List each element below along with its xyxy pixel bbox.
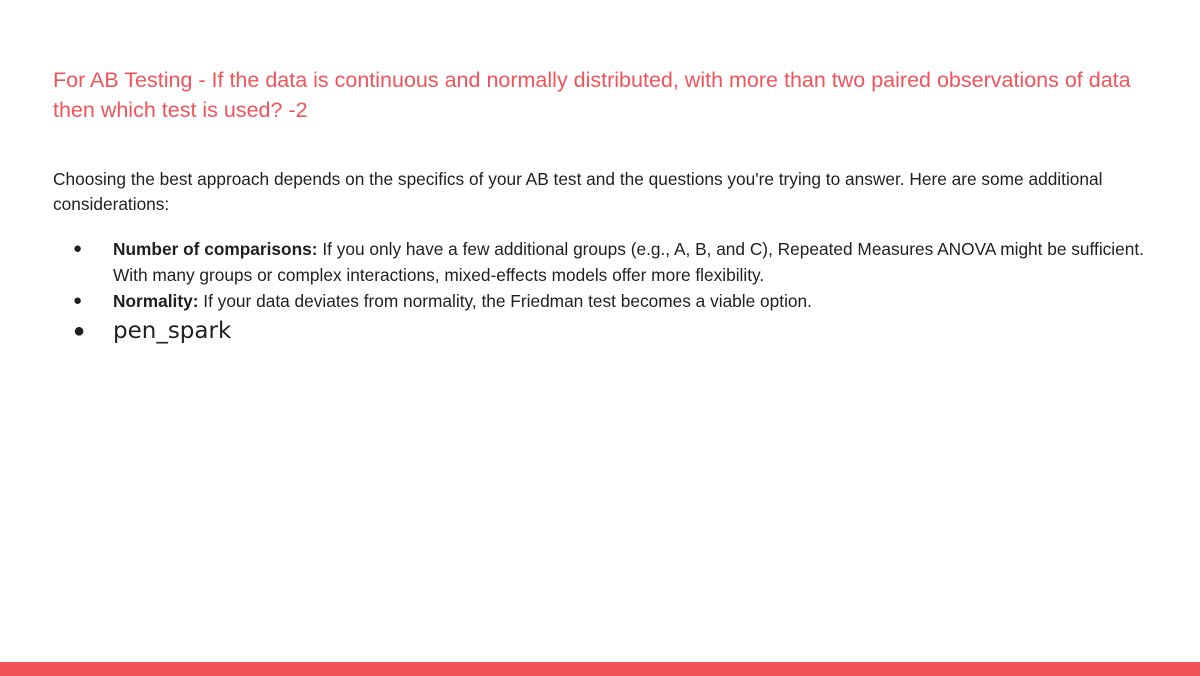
list-item-pen-spark <box>53 314 1163 348</box>
pen-spark-icon: pen_spark <box>113 318 232 344</box>
bullet-text: If your data deviates from normality, the Friedman test becomes a viable option. <box>198 291 812 311</box>
intro-paragraph: Choosing the best approach depends on the specifics of your AB test and the questions you're trying to answer. Here are some additional considerations: <box>53 169 1103 214</box>
bottom-accent-bar <box>0 662 1200 676</box>
list-item-comparisons <box>53 236 1163 288</box>
bullet-marker: ● <box>73 320 86 342</box>
bullet-term: Normality: <box>113 291 199 311</box>
bullet-term: Number of comparisons: <box>113 239 318 259</box>
list-item-normality <box>53 288 1163 314</box>
bullet-marker: ● <box>73 240 83 257</box>
considerations-list <box>53 236 1163 348</box>
slide-title: For AB Testing - If the data is continuous and normally distributed, with more than two paired observations of data then which test is used? -2 <box>53 68 1131 122</box>
bullet-text: If you only have a few additional groups (e.g., A, B, and C), Repeated Measures ANOVA might be sufficient. With many groups or complex interactions, mixed-effects models offer more flexibility. <box>113 239 1144 285</box>
bullet-marker: ● <box>73 292 83 309</box>
